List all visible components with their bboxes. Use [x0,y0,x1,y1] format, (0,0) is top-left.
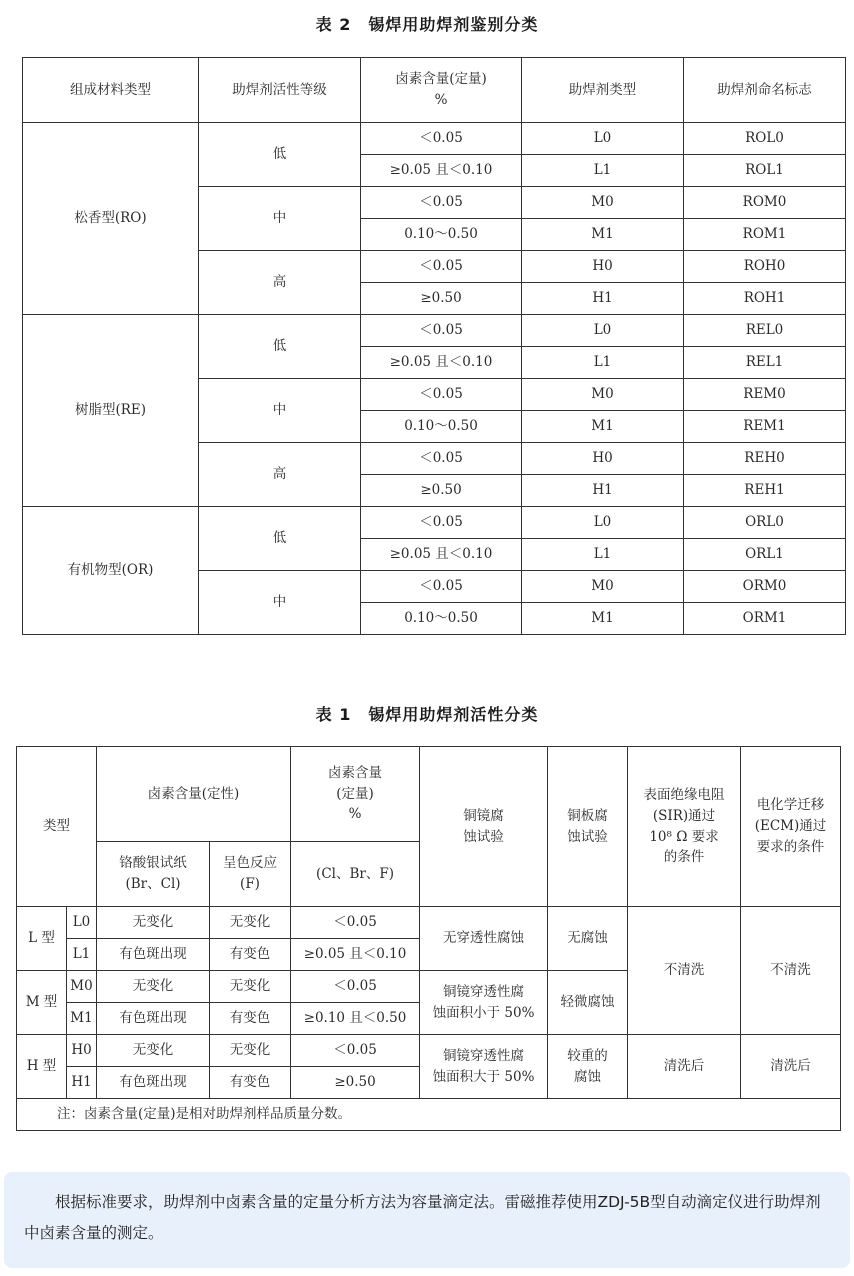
header-cell: 卤素含量(定量) % [361,58,522,123]
material-cell: 树脂型(RE) [23,315,199,507]
type-cell: M0 [522,379,684,411]
flux-activity-table [16,746,841,1131]
type-cell: L0 [522,123,684,155]
quant-cell: ＜0.05 [291,1035,420,1067]
designation-cell: REM0 [684,379,846,411]
halogen-cell: 0.10～0.50 [361,411,522,443]
designation-cell: ROH1 [684,283,846,315]
copper-mirror-header: 铜镜腐 蚀试验 [420,747,548,907]
type-cell: H1 [522,475,684,507]
designation-cell: ORM0 [684,571,846,603]
sir-cell: 不清洗 [628,907,741,1035]
sir-cell: 清洗后 [628,1035,741,1099]
halogen-cell: ＜0.05 [361,571,522,603]
silver-cell: 有色斑出现 [97,939,210,971]
designation-cell: ORM1 [684,603,846,635]
silver-chromate-header: 铬酸银试纸 (Br、Cl) [97,842,210,907]
header-cell: 组成材料类型 [23,58,199,123]
designation-cell: ORL0 [684,507,846,539]
header-cell: 助焊剂活性等级 [199,58,361,123]
type-cell: M0 [522,571,684,603]
code-cell: M1 [67,1003,97,1035]
mirror-cell: 铜镜穿透性腐 蚀面积小于 50% [420,971,548,1035]
quant-cell: ≥0.10 且＜0.50 [291,1003,420,1035]
plate-cell: 无腐蚀 [548,907,628,971]
type-cell: H0 [522,251,684,283]
table2-title: 表 2 锡焊用助焊剂鉴别分类 [315,15,539,34]
table-row [23,123,846,155]
activity-cell: 低 [199,315,361,379]
halogen-quantitative-header: 卤素含量 (定量) % [291,747,420,842]
header-cell: 助焊剂命名标志 [684,58,846,123]
code-cell: L0 [67,907,97,939]
spot-cell: 无变化 [210,1035,291,1067]
type-cell: L0 [522,315,684,347]
halogen-cell: ＜0.05 [361,507,522,539]
quant-cell: ≥0.50 [291,1067,420,1099]
halogen-cell: ＜0.05 [361,251,522,283]
spot-cell: 有变色 [210,939,291,971]
designation-cell: REL1 [684,347,846,379]
ecm-header: 电化学迁移 (ECM)通过 要求的条件 [741,747,841,907]
table-row [17,1035,841,1067]
activity-cell: 高 [199,443,361,507]
spot-cell: 有变色 [210,1067,291,1099]
activity-cell: 中 [199,571,361,635]
type-cell: M1 [522,603,684,635]
mirror-cell: 无穿透性腐蚀 [420,907,548,971]
designation-cell: ORL1 [684,539,846,571]
ecm-cell: 不清洗 [741,907,841,1035]
halogen-cell: ＜0.05 [361,187,522,219]
group-cell: M 型 [17,971,67,1035]
silver-cell: 无变化 [97,1035,210,1067]
designation-cell: ROM1 [684,219,846,251]
activity-cell: 高 [199,251,361,315]
table-row [23,315,846,347]
table-header-row [17,747,841,842]
sir-header: 表面绝缘电阻 (SIR)通过 10⁸ Ω 要求 的条件 [628,747,741,907]
activity-cell: 中 [199,187,361,251]
designation-cell: REH1 [684,475,846,507]
designation-cell: REL0 [684,315,846,347]
halogen-cell: ≥0.50 [361,283,522,315]
group-cell: H 型 [17,1035,67,1099]
quant-cell: ＜0.05 [291,971,420,1003]
spot-test-header: 呈色反应 (F) [210,842,291,907]
silver-cell: 无变化 [97,971,210,1003]
table-note: 注：卤素含量(定量)是相对助焊剂样品质量分数。 [17,1099,841,1131]
designation-cell: ROM0 [684,187,846,219]
activity-cell: 中 [199,379,361,443]
type-header: 类型 [17,747,97,907]
material-cell: 有机物型(OR) [23,507,199,635]
type-cell: H0 [522,443,684,475]
halogen-cell: ≥0.05 且＜0.10 [361,347,522,379]
code-cell: H1 [67,1067,97,1099]
halogen-cell: ≥0.05 且＜0.10 [361,539,522,571]
type-cell: L0 [522,507,684,539]
halogen-cell: ＜0.05 [361,443,522,475]
quant-cell: ＜0.05 [291,907,420,939]
type-cell: L1 [522,539,684,571]
silver-cell: 有色斑出现 [97,1067,210,1099]
table1-title: 表 1 锡焊用助焊剂活性分类 [315,705,539,724]
halogen-cell: ≥0.50 [361,475,522,507]
copper-plate-header: 铜板腐 蚀试验 [548,747,628,907]
info-callout [4,1172,850,1268]
table-header-row [23,58,846,123]
elements-header: (Cl、Br、F) [291,842,420,907]
halogen-cell: ＜0.05 [361,315,522,347]
header-cell: 助焊剂类型 [522,58,684,123]
plate-cell: 轻微腐蚀 [548,971,628,1035]
halogen-cell: 0.10～0.50 [361,603,522,635]
table-note-row [17,1099,841,1131]
halogen-cell: 0.10～0.50 [361,219,522,251]
type-cell: L1 [522,155,684,187]
spot-cell: 无变化 [210,907,291,939]
plate-cell: 较重的 腐蚀 [548,1035,628,1099]
silver-cell: 无变化 [97,907,210,939]
designation-cell: ROH0 [684,251,846,283]
table-row [17,907,841,939]
table-row [23,507,846,539]
spot-cell: 有变色 [210,1003,291,1035]
designation-cell: REH0 [684,443,846,475]
quant-cell: ≥0.05 且＜0.10 [291,939,420,971]
ecm-cell: 清洗后 [741,1035,841,1099]
type-cell: M1 [522,219,684,251]
activity-cell: 低 [199,507,361,571]
type-cell: L1 [522,347,684,379]
code-cell: M0 [67,971,97,1003]
designation-cell: ROL0 [684,123,846,155]
code-cell: H0 [67,1035,97,1067]
mirror-cell: 铜镜穿透性腐 蚀面积大于 50% [420,1035,548,1099]
halogen-qualitative-header: 卤素含量(定性) [97,747,291,842]
halogen-cell: ＜0.05 [361,379,522,411]
type-cell: M1 [522,411,684,443]
halogen-cell: ≥0.05 且＜0.10 [361,155,522,187]
flux-identification-table [22,57,846,635]
group-cell: L 型 [17,907,67,971]
code-cell: L1 [67,939,97,971]
designation-cell: REM1 [684,411,846,443]
material-cell: 松香型(RO) [23,123,199,315]
spot-cell: 无变化 [210,971,291,1003]
silver-cell: 有色斑出现 [97,1003,210,1035]
type-cell: M0 [522,187,684,219]
activity-cell: 低 [199,123,361,187]
designation-cell: ROL1 [684,155,846,187]
callout-text: 根据标准要求，助焊剂中卤素含量的定量分析方法为容量滴定法。雷磁推荐使用ZDJ-5B型自动滴定仪进行助焊剂中卤素含量的测定。 [24,1193,821,1242]
halogen-cell: ＜0.05 [361,123,522,155]
type-cell: H1 [522,283,684,315]
